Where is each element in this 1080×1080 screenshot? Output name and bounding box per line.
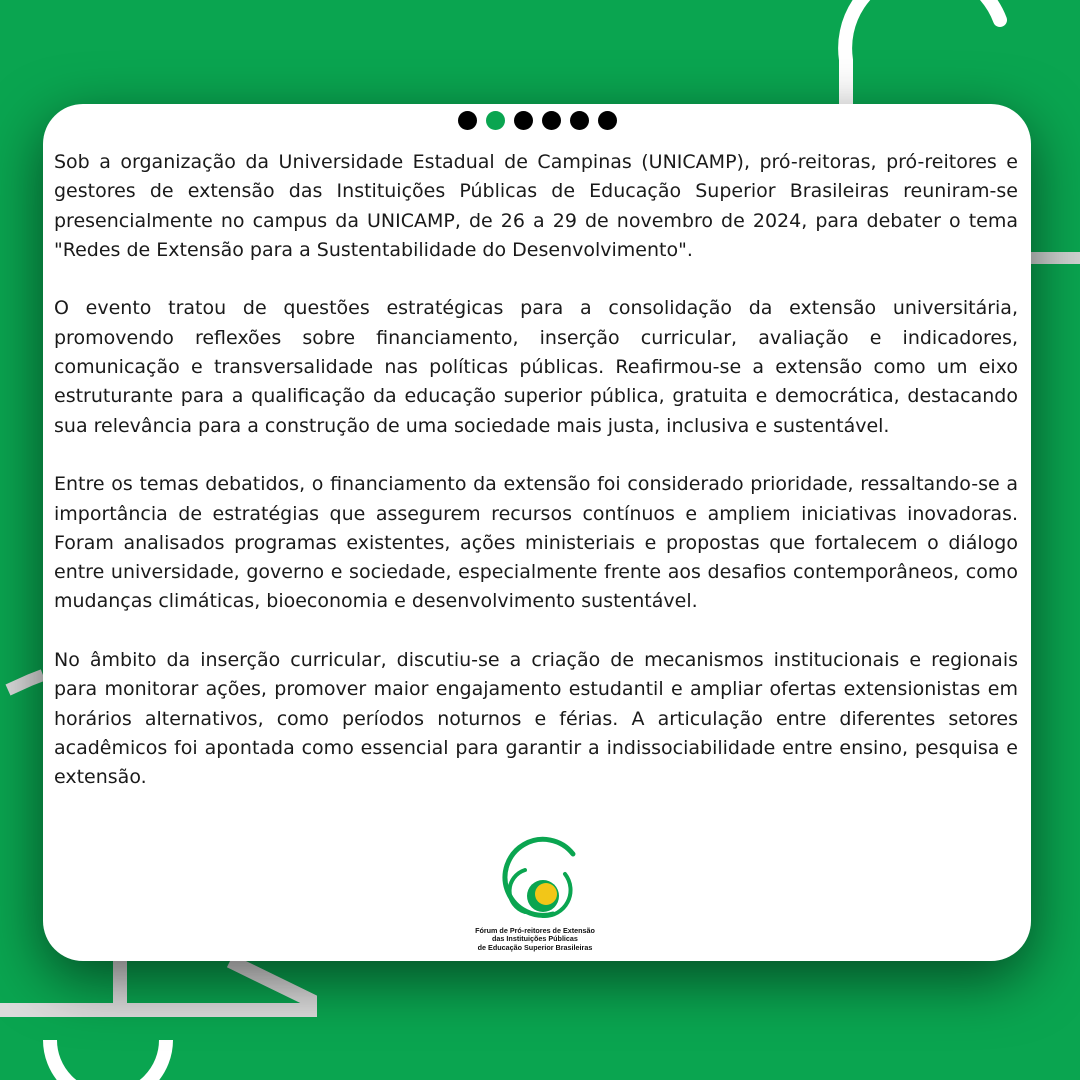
carousel-dot-1[interactable] [458, 111, 477, 130]
carousel-dot-5[interactable] [570, 111, 589, 130]
forproex-logo-icon [485, 834, 585, 924]
carousel-dot-6[interactable] [598, 111, 617, 130]
content-card [43, 104, 1031, 961]
paragraph-4: No âmbito da inserção curricular, discutiu-se a criação de mecanismos institucionais e regionais para monitorar ações, promover maior engajamento estudantil e ampliar ofertas extensionistas em horários alternativos, como períodos noturnos e férias. A articulação entre diferentes setores acadêmicos foi apontada como essencial para garantir a indissociabilidade entre ensino, pesquisa e extensão. [54, 649, 1018, 789]
bottom-left-semicircle [50, 1040, 166, 1080]
paragraph-2: O evento tratou de questões estratégicas para a consolidação da extensão universitária, promovendo reflexões sobre financiamento, inserção curricular, avaliação e indicadores, comunicação e transversalidade nas políticas públicas. Reafirmou-se a extensão como um eixo estruturante para a qualificação da educação superior pública, gratuita e democrática, destacando sua relevância para a construção de uma sociedade mais justa, inclusiva e sustentável. [54, 297, 1018, 437]
carousel-dot-3[interactable] [514, 111, 533, 130]
bottom-left-bracket [0, 961, 310, 1010]
logo-line-2: das Instituições Públicas [492, 934, 578, 944]
logo-caption [463, 927, 607, 952]
carousel-dots [43, 111, 1031, 130]
carousel-dot-4[interactable] [542, 111, 561, 130]
paragraph-3: Entre os temas debatidos, o financiamento da extensão foi considerado prioridade, ressaltando-se a importância de estratégias que assegurem recursos contínuos e ampliem iniciativas inovadoras. Foram analisados programas existentes, ações ministeriais e propostas que fortalecem o diálogo entre universidade, governo e sociedade, especialmente frente aos desafios contemporâneos, como mudanças climáticas, bioeconomia e desenvolvimento sustentável. [54, 473, 1018, 613]
logo-line-1: Fórum de Pró-reitores de Extensão [475, 926, 595, 935]
right-stripe [1031, 252, 1080, 264]
paragraph-1: Sob a organização da Universidade Estadual de Campinas (UNICAMP), pró-reitoras, pró-reitores e gestores de extensão das Instituições Públicas de Educação Superior Brasileiras reuniram-se presencialmente no campus da UNICAMP, de 26 a 29 de novembro de 2024, para debater o tema "Redes de Extensão para a Sustentabilidade do Desenvolvimento". [54, 151, 1018, 261]
forproex-logo [463, 834, 607, 952]
left-arc [8, 675, 43, 690]
logo-line-3: de Educação Superior Brasileiras [477, 942, 593, 952]
carousel-dot-2-active[interactable] [486, 111, 505, 130]
article-body [54, 148, 1018, 822]
